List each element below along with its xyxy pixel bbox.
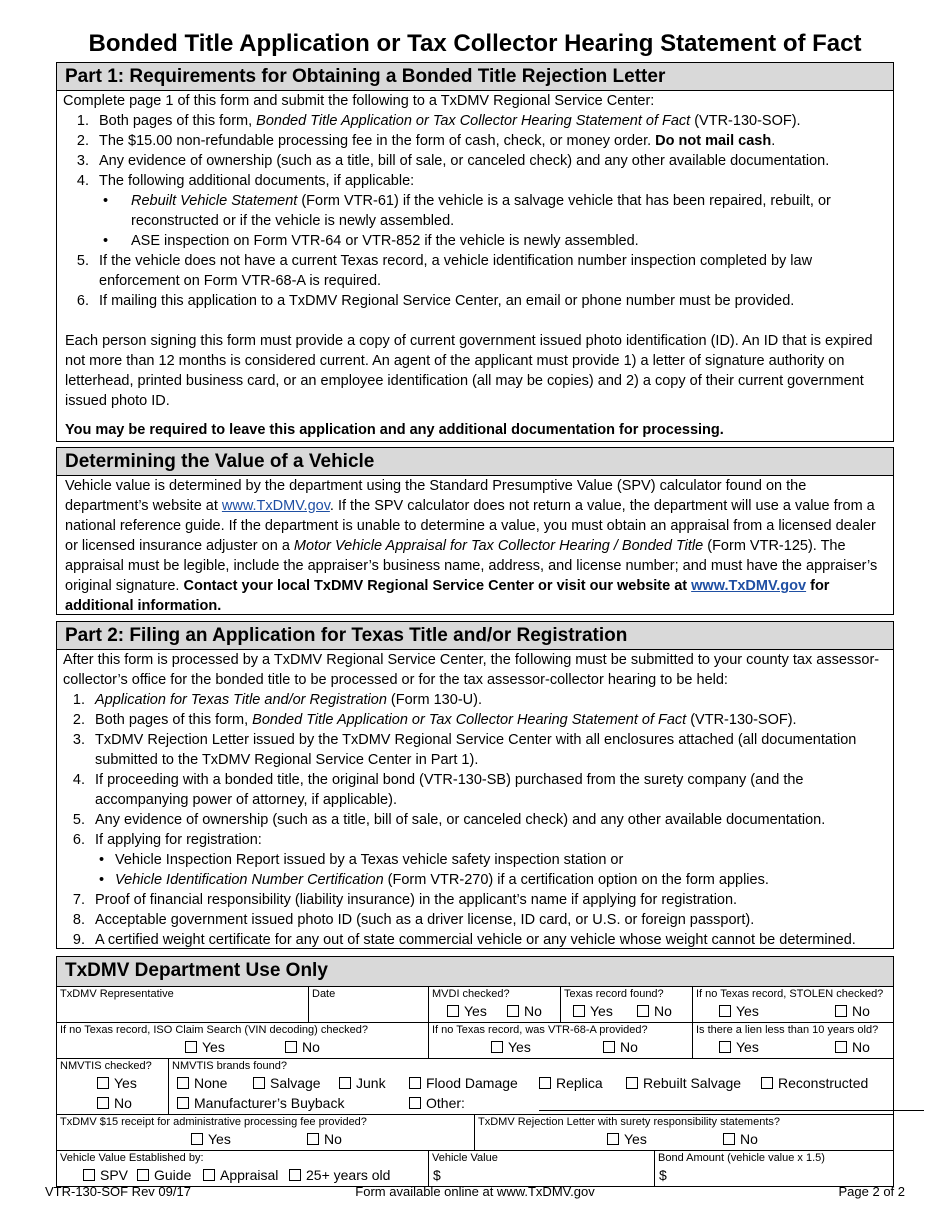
- list-item: • ASE inspection on Form VTR-64 or VTR-852 if the vehicle is newly assembled.: [99, 231, 893, 251]
- rejection-cell: TxDMV Rejection Letter with surety responsibility statements? Yes No: [478, 1116, 781, 1147]
- list-item: 3. TxDMV Rejection Letter issued by the TxDMV Regional Service Center with all enclosures attached (all documentation submitted to the TxDMV Regional Service Center in Part 1).: [89, 730, 893, 770]
- vtr68-cell: If no Texas record, was VTR-68-A provided? Yes No: [429, 1023, 693, 1058]
- list-item: 6. If mailing this application to a TxDMV Regional Service Center, an email or phone number must be provided.: [93, 291, 893, 311]
- value-paragraph: Vehicle value is determined by the department using the Standard Presumptive Value (SPV) calculator found on the department’s website at www.TxDMV.gov. If the SPV calculator does not return a value, the department will use a value from a national reference guide. If the department is unable to determine a value, you must obtain an appraisal from a licensed dealer or licensed insurance adjuster on a Motor Vehicle Appraisal for Tax Collector Hearing / Bonded Title (Form VTR-125). The appraisal must be legible, include the appraiser’s business name, address, and license number; and must have the appraiser’s original signature. Contact your local TxDMV Regional Service Center or visit our website at www.TxDMV.gov for additional information.: [65, 478, 878, 614]
- stolen-no-checkbox[interactable]: No: [835, 1003, 870, 1019]
- part1-list: [57, 111, 893, 311]
- texas-record-yes-checkbox[interactable]: Yes: [573, 1003, 613, 1019]
- stolen-yes-checkbox[interactable]: Yes: [719, 1003, 759, 1019]
- spv-checkbox[interactable]: SPV: [83, 1167, 128, 1183]
- rejection-yes-checkbox[interactable]: Yes: [607, 1131, 647, 1147]
- table-row: [57, 1151, 893, 1186]
- nmvtis-brands-cell: NMVTIS brands found? None Salvage Junk Flood Damage Replica Rebuilt Salvage Reconstructed Manufacturer’s Buyback Other:: [169, 1059, 893, 1114]
- brand-junk-checkbox[interactable]: Junk: [339, 1075, 386, 1091]
- appraisal-checkbox[interactable]: Appraisal: [203, 1167, 278, 1183]
- list-item: 1. Both pages of this form, Bonded Title Application or Tax Collector Hearing Statement of Fact (VTR-130-SOF).: [93, 111, 893, 131]
- receipt-cell: TxDMV $15 receipt for administrative processing fee provided? Yes No: [57, 1115, 475, 1150]
- table-row: [57, 1059, 893, 1115]
- brand-other-checkbox[interactable]: Other:: [409, 1095, 465, 1111]
- list-item: • Vehicle Inspection Report issued by a Texas vehicle safety inspection station or: [95, 850, 893, 870]
- iso-no-checkbox[interactable]: No: [285, 1039, 320, 1055]
- nmvtis-no-checkbox[interactable]: No: [97, 1095, 132, 1111]
- vehicle-value-field[interactable]: Vehicle Value $: [429, 1151, 655, 1186]
- part2-section: [56, 621, 894, 949]
- iso-yes-checkbox[interactable]: Yes: [185, 1039, 225, 1055]
- date-field[interactable]: Date: [309, 987, 429, 1022]
- mvdi-yes-checkbox[interactable]: Yes: [447, 1003, 487, 1019]
- list-item: 4. If proceeding with a bonded title, the original bond (VTR-130-SB) purchased from the surety company (and the accompanying power of attorney, if applicable).: [89, 770, 893, 810]
- table-row: [57, 987, 893, 1023]
- brand-replica-checkbox[interactable]: Replica: [539, 1075, 603, 1091]
- part1-heading: Part 1: Requirements for Obtaining a Bonded Title Rejection Letter: [57, 63, 893, 91]
- txdmv-link[interactable]: www.TxDMV.gov: [691, 578, 807, 594]
- lien-cell: Is there a lien less than 10 years old? Yes No: [696, 1024, 879, 1055]
- nmvtis-cell: NMVTIS checked? Yes No: [57, 1059, 169, 1114]
- part2-list: [57, 690, 893, 950]
- list-item: 9. A certified weight certificate for any out of state commercial vehicle or any vehicle whose weight cannot be determined.: [89, 930, 893, 950]
- list-item: • Vehicle Identification Number Certification (Form VTR-270) if a certification option on the form applies.: [95, 870, 893, 890]
- texas-record-no-checkbox[interactable]: No: [637, 1003, 672, 1019]
- iso-cell: If no Texas record, ISO Claim Search (VIN decoding) checked? Yes No: [57, 1023, 429, 1058]
- value-heading: Determining the Value of a Vehicle: [57, 448, 893, 476]
- list-item: 1. Application for Texas Title and/or Registration (Form 130-U).: [89, 690, 893, 710]
- mvdi-no-checkbox[interactable]: No: [507, 1003, 542, 1019]
- id-paragraph: Each person signing this form must provide a copy of current government issued photo identification (ID). An ID that is expired not more than 12 months is considered current. An agent of the applicant must provide 1) a letter of signature authority on letterhead, printed business card, or an employee identification (all may be copies) and 2) a copy of their current government issued photo ID.: [65, 333, 873, 409]
- brand-rebuilt-checkbox[interactable]: Rebuilt Salvage: [626, 1075, 741, 1091]
- list-item: • Rebuilt Vehicle Statement (Form VTR-61) if the vehicle is a salvage vehicle that has been repaired, rebuilt, or reconstructed or if the vehicle is newly assembled.: [99, 191, 893, 231]
- list-item: 6. If applying for registration: • Vehicle Inspection Report issued by a Texas vehicle safety inspection station or • Vehicle Identification Number Certification (Form VTR-270) if a certification option on the form applies.: [89, 830, 893, 890]
- brand-none-checkbox[interactable]: None: [177, 1075, 227, 1091]
- part2-heading: Part 2: Filing an Application for Texas Title and/or Registration: [57, 622, 893, 650]
- vtr68-yes-checkbox[interactable]: Yes: [491, 1039, 531, 1055]
- part1-section: [56, 62, 894, 442]
- brand-flood-checkbox[interactable]: Flood Damage: [409, 1075, 518, 1091]
- part1-intro: Complete page 1 of this form and submit the following to a TxDMV Regional Service Center:: [63, 93, 655, 109]
- lien-no-checkbox[interactable]: No: [835, 1039, 870, 1055]
- dept-use-table: [56, 956, 894, 1187]
- value-established-cell: Vehicle Value Established by: SPV Guide Appraisal 25+ years old: [57, 1151, 429, 1186]
- rejection-no-checkbox[interactable]: No: [723, 1131, 758, 1147]
- nmvtis-yes-checkbox[interactable]: Yes: [97, 1075, 137, 1091]
- page-number: Page 2 of 2: [838, 1184, 905, 1199]
- list-item: 3. Any evidence of ownership (such as a title, bill of sale, or canceled check) and any other available documentation.: [93, 151, 893, 171]
- mvdi-cell: MVDI checked? Yes No: [429, 987, 561, 1022]
- form-id: VTR-130-SOF Rev 09/17: [45, 1184, 191, 1199]
- list-item: 7. Proof of financial responsibility (liability insurance) in the applicant’s name if applying for registration.: [89, 890, 893, 910]
- footer-center: Form available online at www.TxDMV.gov: [355, 1184, 595, 1199]
- list-item: 5. If the vehicle does not have a current Texas record, a vehicle identification number inspection completed by law enforcement on Form VTR-68-A is required.: [93, 251, 893, 291]
- lien-yes-checkbox[interactable]: Yes: [719, 1039, 759, 1055]
- table-row: [57, 1115, 893, 1151]
- list-item: 2. The $15.00 non-refundable processing fee in the form of cash, check, or money order. Do not mail cash.: [93, 131, 893, 151]
- receipt-no-checkbox[interactable]: No: [307, 1131, 342, 1147]
- vtr68-no-checkbox[interactable]: No: [603, 1039, 638, 1055]
- list-item: 5. Any evidence of ownership (such as a title, bill of sale, or canceled check) and any other available documentation.: [89, 810, 893, 830]
- value-section: [56, 447, 894, 615]
- guide-checkbox[interactable]: Guide: [137, 1167, 191, 1183]
- part2-intro: After this form is processed by a TxDMV Regional Service Center, the following must be submitted to your county tax assessor-collector’s office for the bonded title to be processed or for the tax assessor-collector hearing to be held:: [63, 652, 880, 688]
- stolen-cell: If no Texas record, STOLEN checked? Yes No: [696, 988, 884, 1019]
- bond-amount-field[interactable]: Bond Amount (vehicle value x 1.5) $: [658, 1152, 825, 1183]
- receipt-yes-checkbox[interactable]: Yes: [191, 1131, 231, 1147]
- page-title: Bonded Title Application or Tax Collector Hearing Statement of Fact: [88, 30, 862, 57]
- dept-heading: TxDMV Department Use Only: [57, 957, 893, 987]
- brand-salvage-checkbox[interactable]: Salvage: [253, 1075, 321, 1091]
- years25-checkbox[interactable]: 25+ years old: [289, 1167, 390, 1183]
- table-row: [57, 1023, 893, 1059]
- processing-note: You may be required to leave this application and any additional documentation for processing.: [65, 422, 724, 438]
- txdmv-link[interactable]: www.TxDMV.gov: [221, 498, 330, 514]
- rep-field[interactable]: TxDMV Representative: [57, 987, 309, 1022]
- list-item: 4. The following additional documents, if applicable: • Rebuilt Vehicle Statement (Form VTR-61) if the vehicle is a salvage vehicle that has been repaired, rebuilt, or reconstructed or if the vehicle is newly assembled. • ASE inspection on Form VTR-64 or VTR-852 if the vehicle is newly assembled.: [93, 171, 893, 251]
- list-item: 8. Acceptable government issued photo ID (such as a driver license, ID card, or U.S. or foreign passport).: [89, 910, 893, 930]
- texas-record-cell: Texas record found? Yes No: [561, 987, 693, 1022]
- other-line[interactable]: [539, 1110, 924, 1111]
- brand-reconstructed-checkbox[interactable]: Reconstructed: [761, 1075, 868, 1091]
- brand-buyback-checkbox[interactable]: Manufacturer’s Buyback: [177, 1095, 344, 1111]
- list-item: 2. Both pages of this form, Bonded Title Application or Tax Collector Hearing Statement of Fact (VTR-130-SOF).: [89, 710, 893, 730]
